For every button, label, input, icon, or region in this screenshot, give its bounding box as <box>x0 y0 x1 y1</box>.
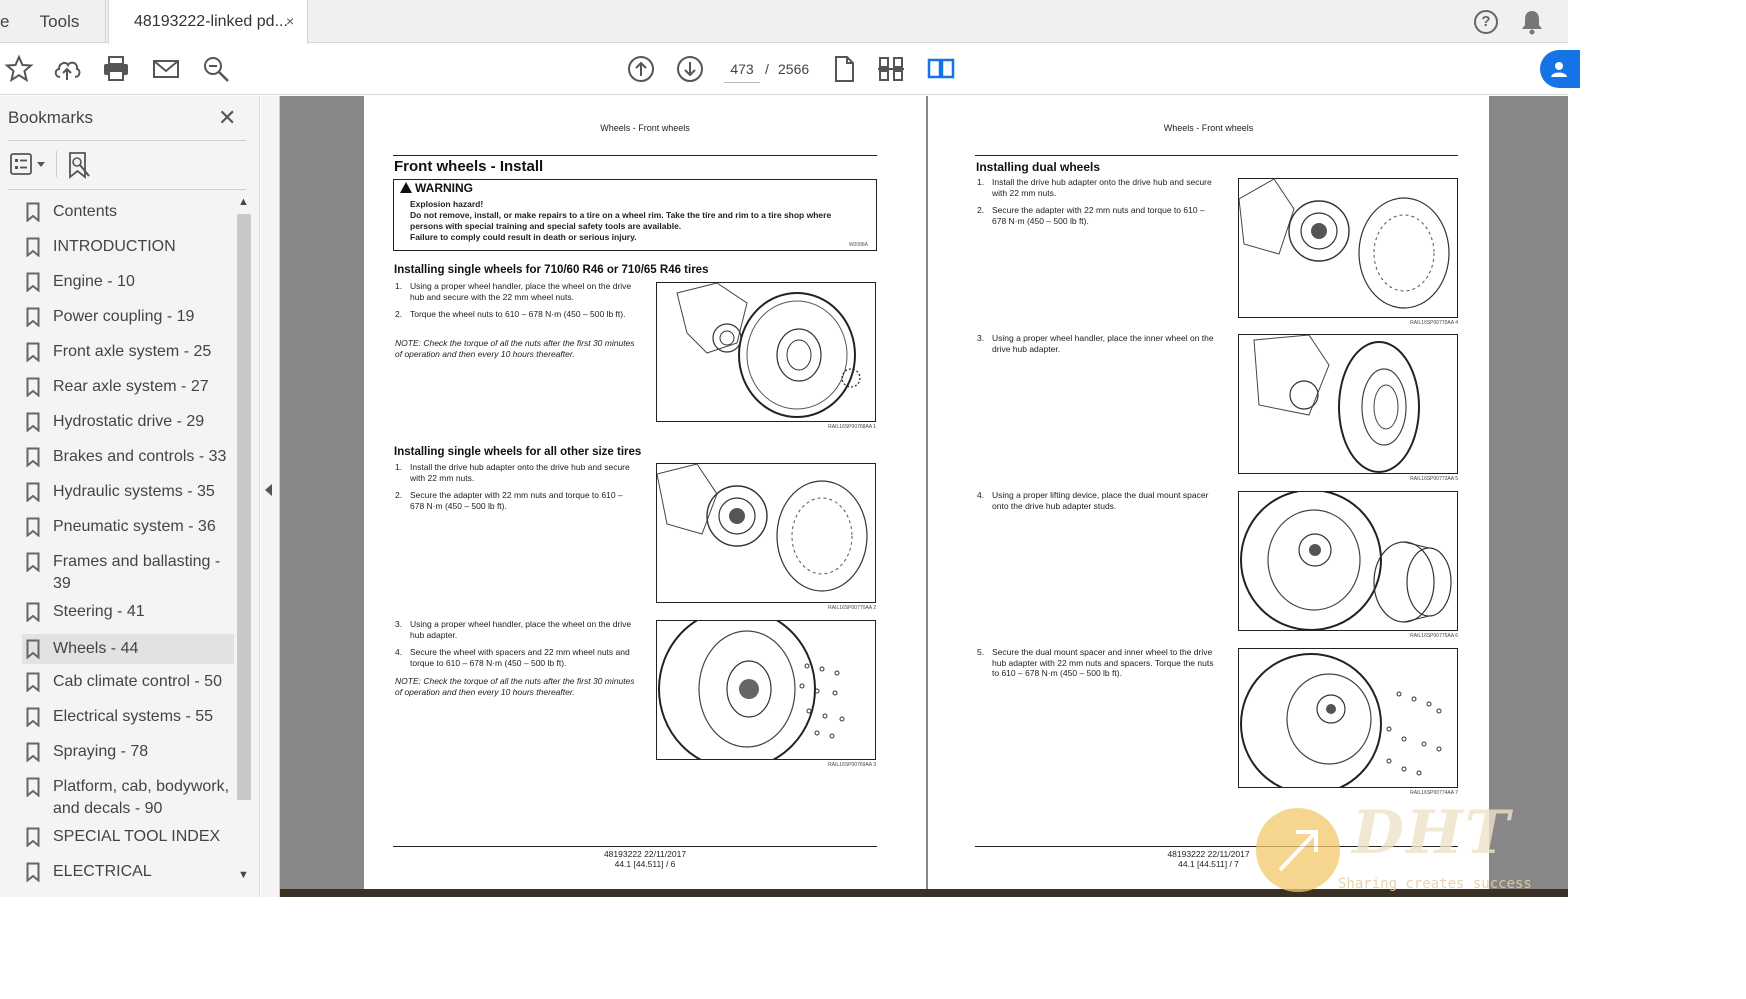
bookmark-item[interactable] <box>22 411 234 433</box>
warning-heading: WARNING <box>400 181 473 195</box>
bookmark-icon <box>26 412 40 432</box>
tab-document-label: 48193222-linked pd... <box>134 13 288 30</box>
step-item: 4. Using a proper lifting device, place the dual mount spacer onto the drive hub adapter studs. <box>977 490 1209 511</box>
scrollbar-thumb[interactable] <box>237 214 251 800</box>
note-text: NOTE: Check the torque of all the nuts after the first 30 minutes of operation and then every 10 hours thereafter. <box>395 338 635 359</box>
user-icon <box>1550 60 1568 78</box>
bookmark-label: Hydrostatic drive - 29 <box>53 413 205 430</box>
watermark-text: DHT <box>1352 798 1512 868</box>
bookmark-item[interactable] <box>22 826 234 848</box>
bookmark-label: Wheels - 44 <box>53 640 139 657</box>
next-page-icon[interactable] <box>675 54 705 84</box>
dual-wheel-nuts-illustration <box>1239 649 1458 788</box>
bookmark-item[interactable] <box>22 516 234 538</box>
bookmark-label: Cab climate control - 50 <box>53 673 222 690</box>
watermark-subtext: Sharing creates success <box>1338 876 1532 892</box>
tractor-wheel-illustration <box>657 283 876 422</box>
bookmark-icon <box>26 742 40 762</box>
bookmark-item[interactable] <box>22 741 234 763</box>
section-title: Front wheels - Install <box>394 158 544 175</box>
warning-triangle-icon <box>400 182 412 193</box>
document-page-left <box>364 96 926 889</box>
arrow-icon <box>1256 808 1340 892</box>
bookmark-icon <box>26 307 40 327</box>
warning-code: W0088A <box>848 242 868 248</box>
warning-text: Explosion hazard! Do not remove, install, or make repairs to a tire on a wheel rim. Take the tire and rim to a tire shop where persons with special training and special safety tools are available. Failure to comply could result in death or serious injury. <box>410 199 832 242</box>
bookmark-icon <box>26 482 40 502</box>
bookmark-item[interactable] <box>22 601 234 623</box>
step-item: 4. Secure the wheel with spacers and 22 mm wheel nuts and torque to 610 – 678 N·m (450 – 500 lb ft). <box>395 647 630 668</box>
tab-document[interactable] <box>108 0 308 44</box>
document-page-right <box>928 96 1489 889</box>
bookmark-label: Spraying - 78 <box>53 743 149 760</box>
figure-dual-spacer <box>1238 491 1458 631</box>
bookmark-label: Brakes and controls - 33 <box>53 448 227 465</box>
bookmark-icon <box>26 272 40 292</box>
bookmark-icon <box>26 517 40 537</box>
dual-spacer-illustration <box>1239 492 1458 631</box>
share-button[interactable] <box>1540 50 1580 88</box>
bookmark-icon <box>26 602 40 622</box>
bookmark-label: Front axle system - 25 <box>53 343 212 360</box>
watermark-logo <box>1256 808 1340 892</box>
bookmark-icon <box>26 862 40 882</box>
bookmark-item[interactable] <box>22 551 234 595</box>
tab-close-button[interactable]: × <box>286 13 295 29</box>
inner-wheel-illustration <box>1239 335 1458 474</box>
step-item: 5. Secure the dual mount spacer and inner wheel to the drive hub adapter with 22 mm nuts and spacers. Torque the nuts to 610 – 678 N·m (450 – 500 lb ft). <box>977 647 1214 678</box>
bookmark-item[interactable] <box>22 376 234 398</box>
bookmark-item[interactable] <box>22 306 234 328</box>
bookmarks-title: Bookmarks <box>8 108 94 127</box>
hub-adapter-illustration <box>657 464 876 603</box>
page-separator: / <box>765 61 769 77</box>
bookmark-label: Hydraulic systems - 35 <box>53 483 215 500</box>
scroll-up-icon[interactable]: ▲ <box>238 196 249 208</box>
figure-code: RAIL16SP00774AA 7 <box>1410 790 1458 796</box>
bookmark-item[interactable] <box>22 236 234 258</box>
bookmark-icon <box>26 707 40 727</box>
figure-hub-adapter <box>656 463 876 603</box>
cloud-upload-icon[interactable] <box>52 54 82 84</box>
star-icon[interactable] <box>4 54 34 84</box>
figure-wheel-install <box>656 282 876 422</box>
tab-home-partial[interactable]: e <box>0 12 10 31</box>
bookmark-item[interactable] <box>22 671 234 693</box>
figure-code: RAIL16SP00775AA 6 <box>1410 633 1458 639</box>
bookmark-item[interactable] <box>22 481 234 503</box>
panel-collapse-strip[interactable] <box>261 96 280 897</box>
page-number-input[interactable]: 473 <box>724 55 760 83</box>
bookmark-icon <box>26 827 40 847</box>
figure-dual-wheel-nuts <box>1238 648 1458 788</box>
two-page-view-icon[interactable] <box>926 54 956 84</box>
bookmark-item[interactable] <box>22 271 234 293</box>
main-toolbar <box>0 44 1568 95</box>
bookmark-label: Pneumatic system - 36 <box>53 518 216 535</box>
bookmark-label: INTRODUCTION <box>53 238 176 255</box>
bell-icon[interactable] <box>1520 9 1544 35</box>
page-footer: 48193222 22/11/2017 44.1 [44.511] / 6 <box>603 849 687 869</box>
step-item: 2. Secure the adapter with 22 mm nuts and torque to 610 – 678 N·m (450 – 500 lb ft). <box>395 490 623 511</box>
step-item: 2. Torque the wheel nuts to 610 – 678 N·m (450 – 500 lb ft). <box>395 309 626 319</box>
single-page-view-icon[interactable] <box>829 54 859 84</box>
figure-code: RAIL16SP00773AA 5 <box>1410 476 1458 482</box>
step-item: 2. Secure the adapter with 22 mm nuts and torque to 610 – 678 N·m (450 – 500 lb ft). <box>977 205 1205 226</box>
bookmark-icon <box>26 377 40 397</box>
bookmark-icon <box>26 552 40 572</box>
figure-wheel-spacers <box>656 620 876 760</box>
note-text: NOTE: Check the torque of all the nuts after the first 30 minutes of operation and then every 10 hours thereafter. <box>395 676 635 697</box>
page-header: Wheels - Front wheels <box>600 123 690 133</box>
bookmark-label: Steering - 41 <box>53 603 145 620</box>
collapse-panel-icon[interactable] <box>265 484 272 496</box>
figure-code: RAIL16SP00768AA 1 <box>828 424 876 430</box>
page-footer: 48193222 22/11/2017 44.1 [44.511] / 7 <box>1167 849 1250 869</box>
step-item: 1. Install the drive hub adapter onto the drive hub and secure with 22 mm nuts. <box>395 462 630 483</box>
warning-box <box>393 179 877 251</box>
bookmark-item-selected[interactable] <box>22 634 234 664</box>
bookmark-item[interactable] <box>22 201 234 223</box>
print-icon[interactable] <box>101 54 131 84</box>
bookmark-label: Engine - 10 <box>53 273 135 290</box>
page-total: 2566 <box>778 61 810 77</box>
hub-adapter-illustration <box>1239 179 1458 318</box>
step-item: 1. Using a proper wheel handler, place the wheel on the drive hub and secure with the 22 mm wheel nuts. <box>395 281 632 302</box>
scroll-down-icon[interactable]: ▼ <box>238 869 249 881</box>
bookmark-icon <box>26 342 40 362</box>
bookmark-label: Platform, cab, bodywork, and decals - 90 <box>53 778 230 817</box>
figure-inner-wheel <box>1238 334 1458 474</box>
zoom-search-icon[interactable] <box>201 54 231 84</box>
bookmark-label: ELECTRICAL <box>53 863 152 880</box>
header-rule <box>975 155 1458 156</box>
bookmark-icon <box>26 777 40 797</box>
bookmark-icon <box>26 447 40 467</box>
step-item: 3. Using a proper wheel handler, place the inner wheel on the drive hub adapter. <box>977 333 1214 354</box>
close-panel-button[interactable]: ✕ <box>218 105 237 130</box>
bookmark-icon <box>26 237 40 257</box>
bookmark-icon <box>26 202 40 222</box>
tab-tools[interactable]: Tools <box>14 0 106 43</box>
previous-page-icon[interactable] <box>626 54 656 84</box>
bookmark-item[interactable] <box>22 341 234 363</box>
bookmark-label: Rear axle system - 27 <box>53 378 209 395</box>
bookmark-item[interactable] <box>22 446 234 468</box>
email-icon[interactable] <box>151 54 181 84</box>
bookmark-label: Power coupling - 19 <box>53 308 195 325</box>
bookmark-label: SPECIAL TOOL INDEX <box>53 828 221 845</box>
step-item: 1. Install the drive hub adapter onto the drive hub and secure with 22 mm nuts. <box>977 177 1212 198</box>
section-title: Installing dual wheels <box>976 160 1101 174</box>
figure-code: RAIL16SP00770AA 2 <box>828 605 876 611</box>
bookmark-list <box>0 96 236 897</box>
subsection-title: Installing single wheels for all other size tires <box>394 446 642 458</box>
figure-code: RAIL16SP00769AA 3 <box>828 762 876 768</box>
footer-rule <box>393 846 877 847</box>
bookmark-label: Electrical systems - 55 <box>53 708 214 725</box>
wheel-spacers-illustration <box>657 621 876 760</box>
bookmark-label: Contents <box>53 203 118 220</box>
header-rule <box>393 155 877 156</box>
bookmark-item[interactable] <box>22 776 234 820</box>
bookmark-label: Frames and ballasting - 39 <box>53 553 221 592</box>
figure-dual-hub-adapter <box>1238 178 1458 318</box>
bookmark-item[interactable] <box>22 861 234 883</box>
bookmark-icon <box>26 672 40 692</box>
bookmark-item[interactable] <box>22 706 234 728</box>
bookmark-icon <box>26 639 40 659</box>
step-item: 3. Using a proper wheel handler, place the wheel on the drive hub adapter. <box>395 619 632 640</box>
bookmarks-panel <box>0 96 260 897</box>
tab-bar <box>0 0 1568 43</box>
figure-code: RAIL16SP00770AA 4 <box>1410 320 1458 326</box>
scrolling-mode-icon[interactable] <box>876 54 906 84</box>
help-icon[interactable]: ? <box>1474 10 1498 34</box>
subsection-title: Installing single wheels for 710/60 R46 or 710/65 R46 tires <box>394 264 709 276</box>
page-header: Wheels - Front wheels <box>1163 123 1254 133</box>
